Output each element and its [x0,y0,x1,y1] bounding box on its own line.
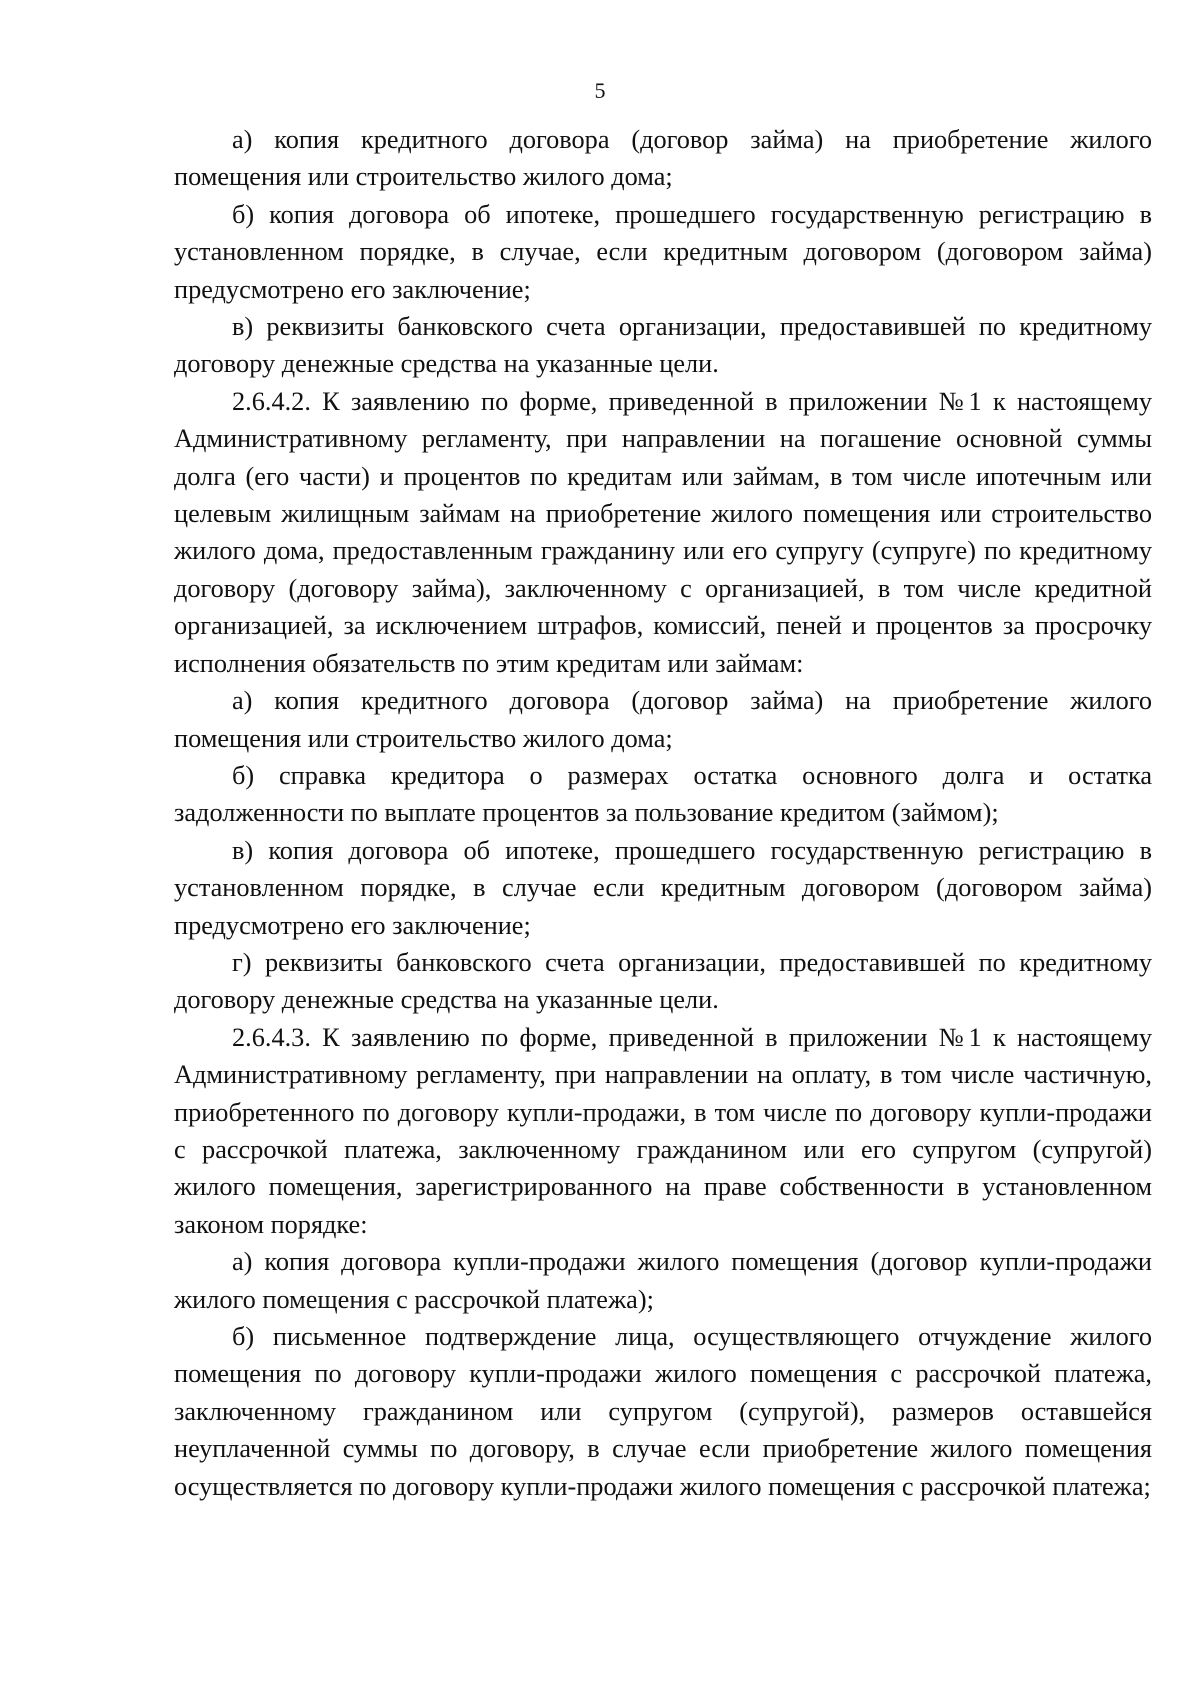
paragraph-2-6-4-3-item-a: а) копия договора купли-продажи жилого помещения (договор купли-продажи жилого помещения с рассрочкой платежа); [174,1247,1152,1314]
paragraph-2-6-4-2-item-v: в) копия договора об ипотеке, прошедшего государственную регистрацию в установленном порядке, в случае если кредитным договором (договором займа) предусмотрено его заключение; [174,835,1152,940]
paragraph-2-6-4-2-item-g: г) реквизиты банковского счета организации, предоставившей по кредитному договору денежные средства на указанные цели. [174,947,1152,1015]
paragraph-2-6-4-2-item-a: а) копия кредитного договора (договор займа) на приобретение жилого помещения или строительство жилого дома; [174,686,1152,753]
paragraph-2-6-4-2: 2.6.4.2. К заявлению по форме, приведенной в приложении №1 к настоящему Административному регламенту, при направлении на погашение основной суммы долга (его части) и процентов по кредитам или займам, в том числе ипотечным или целевым жилищным займам на приобретение жилого помещения или строительство жилого дома, предоставленным гражданину или его супругу (супруге) по кредитному договору (договору займа), заключенному с организацией, в том числе кредитной организацией, за исключением штрафов, комиссий, пеней и процентов за просрочку исполнения обязательств по этим кредитам или займам: [174,386,1152,678]
page-number: 5 [594,78,606,103]
paragraph-2-6-4-1-item-b: б) копия договора об ипотеке, прошедшего государственную регистрацию в установленном порядке, в случае, если кредитным договором (договором займа) предусмотрено его заключение; [174,199,1152,304]
document-body [174,121,1152,1505]
paragraph-2-6-4-3: 2.6.4.3. К заявлению по форме, приведенной в приложении №1 к настоящему Административному регламенту, при направлении на оплату, в том числе частичную, приобретенного по договору купли-продажи, в том числе по договору купли-продажи с рассрочкой платежа, заключенному гражданином или его супругом (супругой) жилого помещения, зарегистрированного на праве собственности в установленном законом порядке: [174,1022,1152,1239]
paragraph-2-6-4-2-item-b: б) справка кредитора о размерах остатка основного долга и остатка задолженности по выплате процентов за пользование кредитом (займом); [174,760,1152,828]
paragraph-2-6-4-1-item-a: а) копия кредитного договора (договор займа) на приобретение жилого помещения или строительство жилого дома; [174,125,1152,192]
paragraph-2-6-4-1-item-v: в) реквизиты банковского счета организации, предоставившей по кредитному договору денежные средства на указанные цели. [174,312,1152,379]
paragraph-2-6-4-3-item-b: б) письменное подтверждение лица, осуществляющего отчуждение жилого помещения по договору купли-продажи жилого помещения с рассрочкой платежа, заключенному гражданином или супругом (супругой), размеров оставшейся неуплаченной суммы по договору, в случае если приобретение жилого помещения осуществляется по договору купли-продажи жилого помещения с рассрочкой платежа; [174,1322,1152,1501]
